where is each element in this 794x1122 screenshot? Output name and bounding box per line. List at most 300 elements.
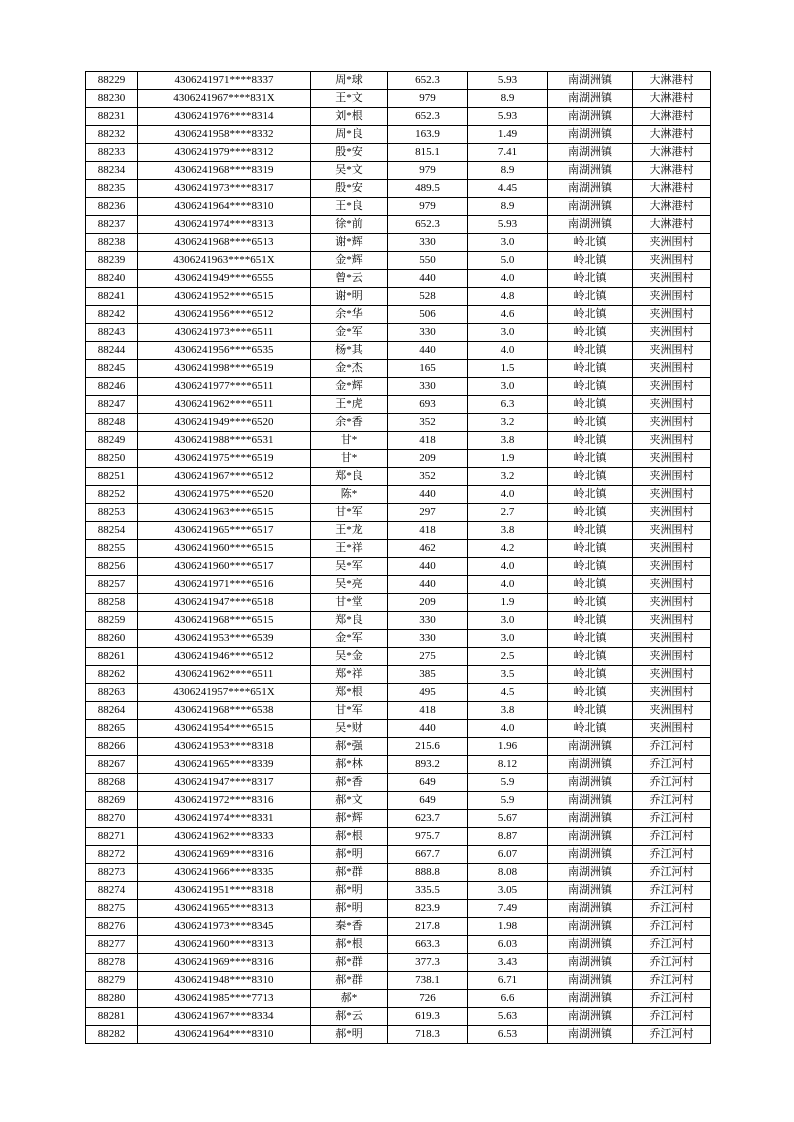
cell-row-number: 88256 xyxy=(86,558,138,576)
table-row xyxy=(86,486,711,504)
cell-village: 乔江河村 xyxy=(633,990,711,1008)
cell-row-number: 88263 xyxy=(86,684,138,702)
cell-area: 2.5 xyxy=(468,648,548,666)
cell-area: 5.0 xyxy=(468,252,548,270)
cell-amount: 649 xyxy=(388,792,468,810)
cell-town: 南湖洲镇 xyxy=(548,144,633,162)
cell-row-number: 88272 xyxy=(86,846,138,864)
cell-area: 4.0 xyxy=(468,270,548,288)
table-row xyxy=(86,522,711,540)
cell-name: 殷*安 xyxy=(311,180,388,198)
cell-id-number: 4306241960****8313 xyxy=(138,936,311,954)
cell-town: 岭北镇 xyxy=(548,540,633,558)
cell-town: 岭北镇 xyxy=(548,432,633,450)
cell-village: 乔江河村 xyxy=(633,846,711,864)
cell-row-number: 88234 xyxy=(86,162,138,180)
cell-amount: 418 xyxy=(388,522,468,540)
table-row xyxy=(86,324,711,342)
cell-amount: 440 xyxy=(388,270,468,288)
cell-town: 南湖洲镇 xyxy=(548,126,633,144)
cell-amount: 495 xyxy=(388,684,468,702)
table-row xyxy=(86,630,711,648)
cell-area: 1.9 xyxy=(468,450,548,468)
cell-id-number: 4306241975****6519 xyxy=(138,450,311,468)
cell-town: 南湖洲镇 xyxy=(548,918,633,936)
table-row xyxy=(86,252,711,270)
cell-row-number: 88271 xyxy=(86,828,138,846)
cell-village: 大淋港村 xyxy=(633,126,711,144)
cell-area: 4.0 xyxy=(468,486,548,504)
cell-area: 6.53 xyxy=(468,1026,548,1044)
cell-village: 乔江河村 xyxy=(633,900,711,918)
cell-name: 郝*根 xyxy=(311,828,388,846)
cell-amount: 165 xyxy=(388,360,468,378)
cell-id-number: 4306241974****8331 xyxy=(138,810,311,828)
cell-amount: 352 xyxy=(388,414,468,432)
cell-id-number: 4306241953****8318 xyxy=(138,738,311,756)
cell-id-number: 4306241948****8310 xyxy=(138,972,311,990)
cell-name: 杨*其 xyxy=(311,342,388,360)
cell-village: 夹洲围村 xyxy=(633,270,711,288)
cell-name: 吴*军 xyxy=(311,558,388,576)
cell-area: 4.6 xyxy=(468,306,548,324)
cell-name: 郝*根 xyxy=(311,936,388,954)
cell-row-number: 88248 xyxy=(86,414,138,432)
cell-town: 南湖洲镇 xyxy=(548,882,633,900)
cell-town: 岭北镇 xyxy=(548,558,633,576)
cell-area: 5.9 xyxy=(468,792,548,810)
cell-id-number: 4306241963****6515 xyxy=(138,504,311,522)
cell-area: 3.0 xyxy=(468,378,548,396)
cell-name: 郝*辉 xyxy=(311,810,388,828)
cell-row-number: 88229 xyxy=(86,72,138,90)
cell-area: 3.2 xyxy=(468,414,548,432)
cell-town: 岭北镇 xyxy=(548,378,633,396)
cell-row-number: 88261 xyxy=(86,648,138,666)
cell-town: 岭北镇 xyxy=(548,594,633,612)
cell-town: 岭北镇 xyxy=(548,648,633,666)
cell-town: 南湖洲镇 xyxy=(548,180,633,198)
cell-area: 1.49 xyxy=(468,126,548,144)
cell-area: 8.12 xyxy=(468,756,548,774)
cell-area: 3.5 xyxy=(468,666,548,684)
cell-name: 郝*群 xyxy=(311,864,388,882)
cell-name: 徐*前 xyxy=(311,216,388,234)
cell-village: 夹洲围村 xyxy=(633,234,711,252)
cell-town: 南湖洲镇 xyxy=(548,738,633,756)
cell-village: 乔江河村 xyxy=(633,756,711,774)
cell-village: 大淋港村 xyxy=(633,144,711,162)
table-row xyxy=(86,612,711,630)
cell-village: 夹洲围村 xyxy=(633,378,711,396)
cell-town: 岭北镇 xyxy=(548,342,633,360)
cell-row-number: 88280 xyxy=(86,990,138,1008)
cell-id-number: 4306241973****6511 xyxy=(138,324,311,342)
table-row xyxy=(86,774,711,792)
cell-village: 夹洲围村 xyxy=(633,720,711,738)
cell-amount: 823.9 xyxy=(388,900,468,918)
cell-amount: 893.2 xyxy=(388,756,468,774)
cell-amount: 489.5 xyxy=(388,180,468,198)
cell-amount: 440 xyxy=(388,558,468,576)
cell-village: 乔江河村 xyxy=(633,810,711,828)
cell-row-number: 88239 xyxy=(86,252,138,270)
cell-village: 夹洲围村 xyxy=(633,324,711,342)
cell-id-number: 4306241952****6515 xyxy=(138,288,311,306)
cell-town: 岭北镇 xyxy=(548,486,633,504)
table-row xyxy=(86,846,711,864)
cell-area: 6.3 xyxy=(468,396,548,414)
cell-amount: 738.1 xyxy=(388,972,468,990)
table-row xyxy=(86,792,711,810)
cell-name: 郝*云 xyxy=(311,1008,388,1026)
cell-row-number: 88235 xyxy=(86,180,138,198)
cell-row-number: 88232 xyxy=(86,126,138,144)
cell-amount: 667.7 xyxy=(388,846,468,864)
cell-name: 甘*军 xyxy=(311,504,388,522)
cell-name: 金*军 xyxy=(311,324,388,342)
cell-town: 岭北镇 xyxy=(548,450,633,468)
cell-row-number: 88249 xyxy=(86,432,138,450)
cell-id-number: 4306241976****8314 xyxy=(138,108,311,126)
cell-name: 甘* xyxy=(311,432,388,450)
cell-id-number: 4306241985****7713 xyxy=(138,990,311,1008)
cell-area: 5.63 xyxy=(468,1008,548,1026)
cell-village: 夹洲围村 xyxy=(633,666,711,684)
cell-area: 3.0 xyxy=(468,630,548,648)
cell-row-number: 88269 xyxy=(86,792,138,810)
cell-area: 5.9 xyxy=(468,774,548,792)
cell-id-number: 4306241979****8312 xyxy=(138,144,311,162)
cell-id-number: 4306241967****6512 xyxy=(138,468,311,486)
cell-id-number: 4306241967****8334 xyxy=(138,1008,311,1026)
cell-town: 南湖洲镇 xyxy=(548,774,633,792)
cell-name: 郝*明 xyxy=(311,882,388,900)
cell-row-number: 88252 xyxy=(86,486,138,504)
cell-area: 2.7 xyxy=(468,504,548,522)
cell-name: 金*杰 xyxy=(311,360,388,378)
cell-row-number: 88233 xyxy=(86,144,138,162)
cell-id-number: 4306241977****6511 xyxy=(138,378,311,396)
cell-row-number: 88257 xyxy=(86,576,138,594)
cell-town: 南湖洲镇 xyxy=(548,972,633,990)
cell-village: 大淋港村 xyxy=(633,162,711,180)
cell-village: 乔江河村 xyxy=(633,882,711,900)
cell-area: 4.0 xyxy=(468,342,548,360)
cell-area: 1.96 xyxy=(468,738,548,756)
cell-town: 南湖洲镇 xyxy=(548,990,633,1008)
cell-amount: 649 xyxy=(388,774,468,792)
cell-area: 4.0 xyxy=(468,720,548,738)
cell-village: 夹洲围村 xyxy=(633,450,711,468)
cell-id-number: 4306241968****6515 xyxy=(138,612,311,630)
cell-area: 4.0 xyxy=(468,558,548,576)
cell-id-number: 4306241973****8345 xyxy=(138,918,311,936)
cell-name: 王*虎 xyxy=(311,396,388,414)
cell-amount: 550 xyxy=(388,252,468,270)
cell-amount: 888.8 xyxy=(388,864,468,882)
cell-row-number: 88274 xyxy=(86,882,138,900)
table-row xyxy=(86,234,711,252)
cell-area: 1.5 xyxy=(468,360,548,378)
table-row xyxy=(86,162,711,180)
cell-name: 郝* xyxy=(311,990,388,1008)
table-row xyxy=(86,702,711,720)
cell-name: 郝*群 xyxy=(311,954,388,972)
table-row xyxy=(86,738,711,756)
cell-name: 甘*军 xyxy=(311,702,388,720)
cell-town: 岭北镇 xyxy=(548,234,633,252)
cell-name: 王*文 xyxy=(311,90,388,108)
cell-name: 吴*金 xyxy=(311,648,388,666)
cell-amount: 619.3 xyxy=(388,1008,468,1026)
cell-row-number: 88243 xyxy=(86,324,138,342)
cell-village: 夹洲围村 xyxy=(633,306,711,324)
cell-name: 谢*辉 xyxy=(311,234,388,252)
cell-row-number: 88279 xyxy=(86,972,138,990)
cell-area: 3.8 xyxy=(468,432,548,450)
cell-town: 岭北镇 xyxy=(548,684,633,702)
cell-name: 郝*林 xyxy=(311,756,388,774)
table-row xyxy=(86,918,711,936)
cell-amount: 335.5 xyxy=(388,882,468,900)
cell-id-number: 4306241947****8317 xyxy=(138,774,311,792)
cell-id-number: 4306241988****6531 xyxy=(138,432,311,450)
cell-id-number: 4306241968****8319 xyxy=(138,162,311,180)
cell-id-number: 4306241968****6538 xyxy=(138,702,311,720)
cell-id-number: 4306241962****8333 xyxy=(138,828,311,846)
cell-name: 郝*文 xyxy=(311,792,388,810)
cell-id-number: 4306241973****8317 xyxy=(138,180,311,198)
cell-name: 周*球 xyxy=(311,72,388,90)
table-row xyxy=(86,576,711,594)
cell-id-number: 4306241960****6515 xyxy=(138,540,311,558)
table-row xyxy=(86,972,711,990)
cell-row-number: 88236 xyxy=(86,198,138,216)
cell-town: 南湖洲镇 xyxy=(548,1008,633,1026)
cell-town: 岭北镇 xyxy=(548,252,633,270)
cell-name: 郑*良 xyxy=(311,612,388,630)
cell-area: 4.45 xyxy=(468,180,548,198)
cell-area: 5.67 xyxy=(468,810,548,828)
cell-amount: 506 xyxy=(388,306,468,324)
cell-row-number: 88258 xyxy=(86,594,138,612)
cell-amount: 297 xyxy=(388,504,468,522)
table-row xyxy=(86,180,711,198)
cell-area: 6.07 xyxy=(468,846,548,864)
cell-village: 夹洲围村 xyxy=(633,486,711,504)
cell-row-number: 88264 xyxy=(86,702,138,720)
cell-amount: 385 xyxy=(388,666,468,684)
cell-row-number: 88240 xyxy=(86,270,138,288)
cell-id-number: 4306241974****8313 xyxy=(138,216,311,234)
cell-area: 8.08 xyxy=(468,864,548,882)
cell-town: 岭北镇 xyxy=(548,306,633,324)
cell-village: 乔江河村 xyxy=(633,972,711,990)
cell-village: 夹洲围村 xyxy=(633,540,711,558)
cell-village: 夹洲围村 xyxy=(633,360,711,378)
cell-village: 夹洲围村 xyxy=(633,342,711,360)
cell-amount: 418 xyxy=(388,702,468,720)
cell-id-number: 4306241951****8318 xyxy=(138,882,311,900)
table-row xyxy=(86,432,711,450)
cell-id-number: 4306241966****8335 xyxy=(138,864,311,882)
cell-amount: 462 xyxy=(388,540,468,558)
table-container xyxy=(85,71,711,1044)
cell-name: 陈* xyxy=(311,486,388,504)
cell-village: 夹洲围村 xyxy=(633,288,711,306)
cell-row-number: 88276 xyxy=(86,918,138,936)
cell-name: 王*良 xyxy=(311,198,388,216)
cell-name: 郝*香 xyxy=(311,774,388,792)
cell-area: 3.0 xyxy=(468,612,548,630)
cell-village: 乔江河村 xyxy=(633,864,711,882)
cell-village: 夹洲围村 xyxy=(633,612,711,630)
cell-town: 南湖洲镇 xyxy=(548,162,633,180)
cell-row-number: 88244 xyxy=(86,342,138,360)
cell-id-number: 4306241964****8310 xyxy=(138,1026,311,1044)
cell-row-number: 88251 xyxy=(86,468,138,486)
cell-area: 3.8 xyxy=(468,522,548,540)
cell-village: 大淋港村 xyxy=(633,90,711,108)
cell-row-number: 88250 xyxy=(86,450,138,468)
cell-area: 3.0 xyxy=(468,324,548,342)
cell-amount: 623.7 xyxy=(388,810,468,828)
cell-village: 大淋港村 xyxy=(633,198,711,216)
cell-name: 吴*文 xyxy=(311,162,388,180)
table-row xyxy=(86,1026,711,1044)
cell-amount: 979 xyxy=(388,162,468,180)
table-row xyxy=(86,360,711,378)
table-body xyxy=(86,72,711,1044)
cell-village: 乔江河村 xyxy=(633,1008,711,1026)
cell-area: 3.0 xyxy=(468,234,548,252)
table-row xyxy=(86,1008,711,1026)
cell-row-number: 88238 xyxy=(86,234,138,252)
cell-name: 郝*群 xyxy=(311,972,388,990)
cell-area: 3.43 xyxy=(468,954,548,972)
cell-area: 7.49 xyxy=(468,900,548,918)
cell-area: 6.71 xyxy=(468,972,548,990)
cell-village: 夹洲围村 xyxy=(633,702,711,720)
cell-id-number: 4306241957****651X xyxy=(138,684,311,702)
table-row xyxy=(86,306,711,324)
cell-town: 南湖洲镇 xyxy=(548,828,633,846)
cell-village: 大淋港村 xyxy=(633,216,711,234)
cell-id-number: 4306241975****6520 xyxy=(138,486,311,504)
cell-village: 乔江河村 xyxy=(633,954,711,972)
table-row xyxy=(86,666,711,684)
table-row xyxy=(86,504,711,522)
cell-amount: 440 xyxy=(388,486,468,504)
cell-amount: 528 xyxy=(388,288,468,306)
cell-area: 3.8 xyxy=(468,702,548,720)
cell-id-number: 4306241971****6516 xyxy=(138,576,311,594)
cell-row-number: 88242 xyxy=(86,306,138,324)
cell-village: 夹洲围村 xyxy=(633,252,711,270)
cell-area: 4.8 xyxy=(468,288,548,306)
cell-amount: 975.7 xyxy=(388,828,468,846)
cell-id-number: 4306241965****6517 xyxy=(138,522,311,540)
cell-amount: 726 xyxy=(388,990,468,1008)
cell-amount: 652.3 xyxy=(388,216,468,234)
cell-row-number: 88268 xyxy=(86,774,138,792)
cell-id-number: 4306241969****8316 xyxy=(138,846,311,864)
table-row xyxy=(86,756,711,774)
cell-village: 夹洲围村 xyxy=(633,432,711,450)
cell-village: 夹洲围村 xyxy=(633,684,711,702)
cell-row-number: 88277 xyxy=(86,936,138,954)
cell-row-number: 88237 xyxy=(86,216,138,234)
cell-village: 夹洲围村 xyxy=(633,558,711,576)
cell-amount: 215.6 xyxy=(388,738,468,756)
cell-row-number: 88282 xyxy=(86,1026,138,1044)
cell-row-number: 88260 xyxy=(86,630,138,648)
cell-name: 周*良 xyxy=(311,126,388,144)
table-row xyxy=(86,864,711,882)
cell-area: 3.2 xyxy=(468,468,548,486)
cell-name: 郝*明 xyxy=(311,846,388,864)
cell-town: 岭北镇 xyxy=(548,702,633,720)
cell-town: 南湖洲镇 xyxy=(548,756,633,774)
cell-id-number: 4306241971****8337 xyxy=(138,72,311,90)
cell-village: 夹洲围村 xyxy=(633,648,711,666)
cell-area: 4.5 xyxy=(468,684,548,702)
cell-amount: 979 xyxy=(388,90,468,108)
cell-id-number: 4306241969****8316 xyxy=(138,954,311,972)
cell-area: 8.87 xyxy=(468,828,548,846)
cell-town: 岭北镇 xyxy=(548,288,633,306)
cell-amount: 663.3 xyxy=(388,936,468,954)
cell-id-number: 4306241963****651X xyxy=(138,252,311,270)
cell-town: 南湖洲镇 xyxy=(548,1026,633,1044)
cell-id-number: 4306241949****6555 xyxy=(138,270,311,288)
cell-row-number: 88265 xyxy=(86,720,138,738)
cell-town: 南湖洲镇 xyxy=(548,90,633,108)
cell-village: 乔江河村 xyxy=(633,792,711,810)
cell-village: 乔江河村 xyxy=(633,738,711,756)
cell-area: 5.93 xyxy=(468,72,548,90)
cell-row-number: 88259 xyxy=(86,612,138,630)
table-row xyxy=(86,126,711,144)
cell-name: 曾*云 xyxy=(311,270,388,288)
cell-id-number: 4306241956****6512 xyxy=(138,306,311,324)
cell-town: 南湖洲镇 xyxy=(548,954,633,972)
table-row xyxy=(86,936,711,954)
cell-town: 岭北镇 xyxy=(548,720,633,738)
cell-id-number: 4306241965****8313 xyxy=(138,900,311,918)
table-row xyxy=(86,810,711,828)
cell-row-number: 88241 xyxy=(86,288,138,306)
cell-village: 夹洲围村 xyxy=(633,396,711,414)
cell-name: 郑*良 xyxy=(311,468,388,486)
cell-name: 郝*强 xyxy=(311,738,388,756)
cell-row-number: 88273 xyxy=(86,864,138,882)
cell-name: 刘*根 xyxy=(311,108,388,126)
cell-village: 夹洲围村 xyxy=(633,504,711,522)
cell-amount: 652.3 xyxy=(388,108,468,126)
cell-id-number: 4306241967****831X xyxy=(138,90,311,108)
cell-name: 王*祥 xyxy=(311,540,388,558)
table-row xyxy=(86,900,711,918)
cell-town: 岭北镇 xyxy=(548,468,633,486)
cell-area: 1.9 xyxy=(468,594,548,612)
cell-name: 金*军 xyxy=(311,630,388,648)
table-row xyxy=(86,342,711,360)
cell-id-number: 4306241964****8310 xyxy=(138,198,311,216)
cell-name: 郝*明 xyxy=(311,900,388,918)
cell-town: 岭北镇 xyxy=(548,270,633,288)
